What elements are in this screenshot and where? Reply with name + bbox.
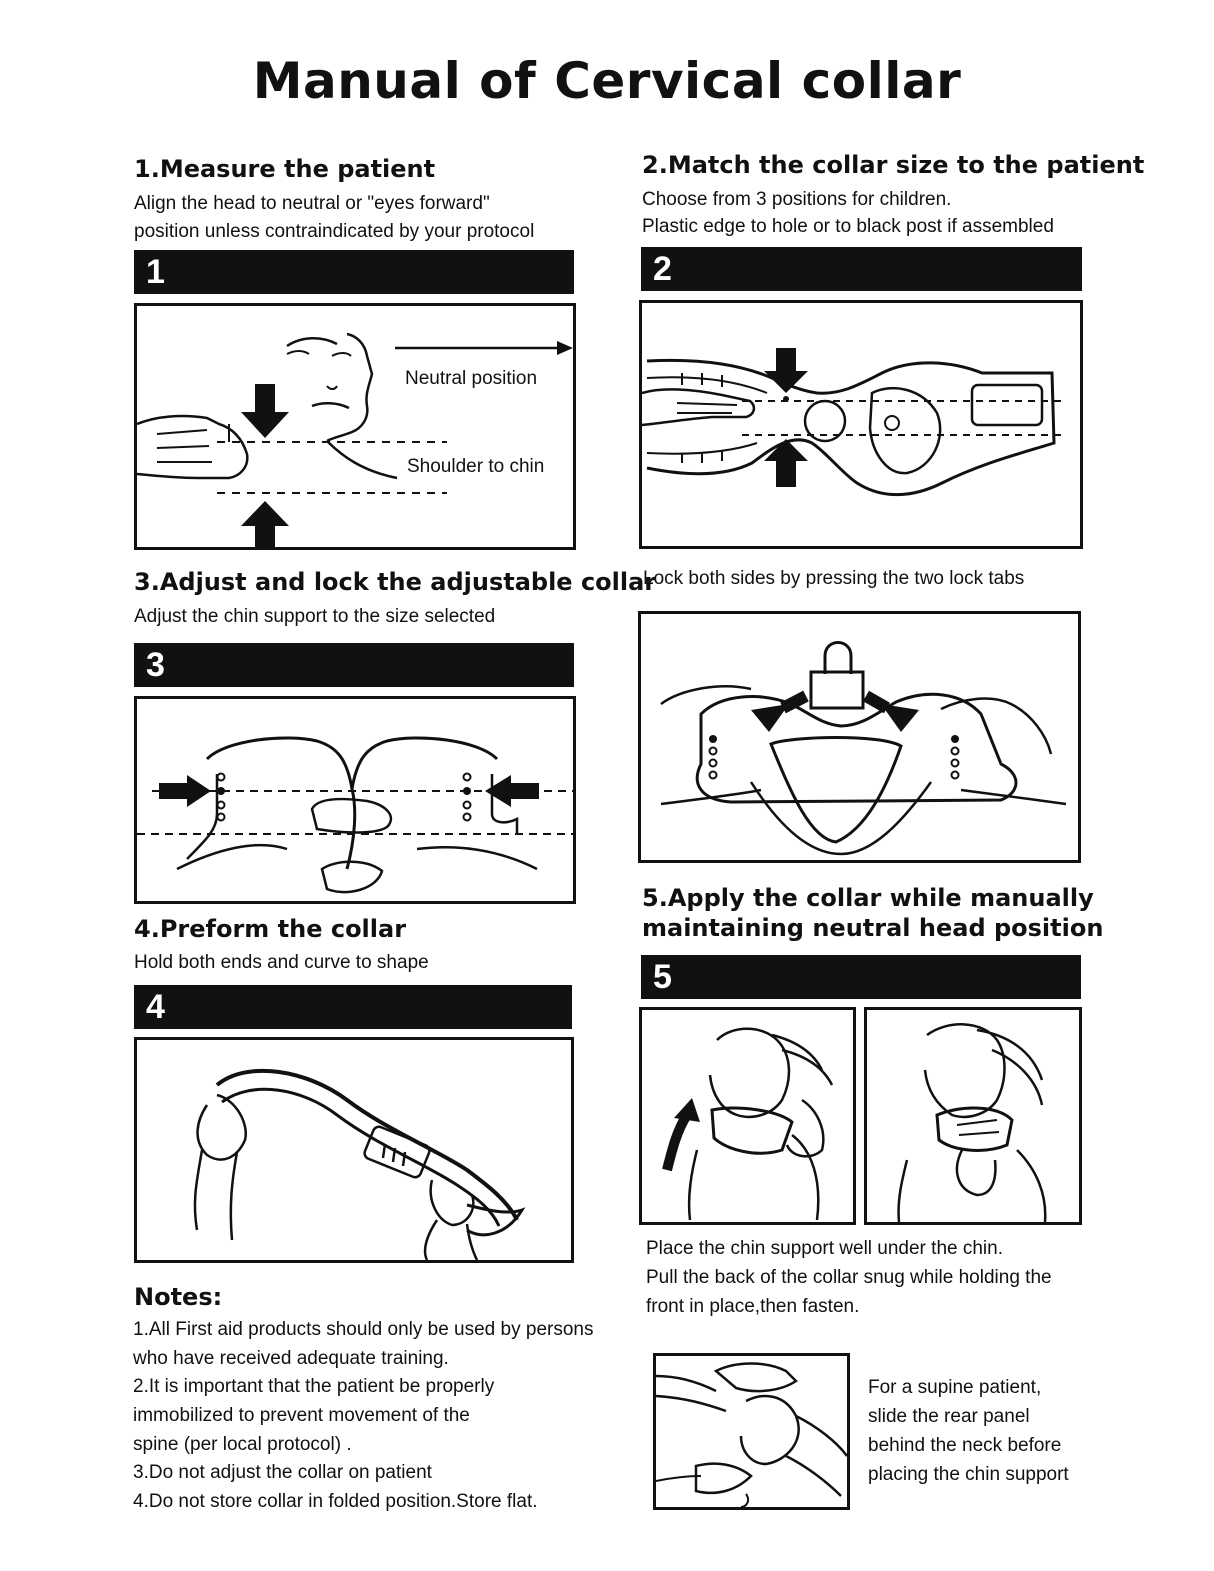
note-line-2: who have received adequate training. (133, 1348, 449, 1369)
step3-number-bar: 3 (134, 643, 574, 687)
step5-heading-2: maintaining neutral head position (642, 914, 1104, 942)
supine-illustration (653, 1353, 850, 1510)
step4-number-bar: 4 (134, 985, 572, 1029)
shoulder-to-chin-label: Shoulder to chin (407, 456, 545, 477)
supine-text-4: placing the chin support (868, 1464, 1069, 1485)
note-line-6: 3.Do not adjust the collar on patient (133, 1462, 432, 1483)
note-line-7: 4.Do not store collar in folded position.Store flat. (133, 1491, 538, 1512)
step3-text-1: Adjust the chin support to the size selected (134, 606, 496, 627)
step2-illustration (639, 300, 1083, 549)
step1-illustration (134, 303, 576, 550)
note-line-3: 2.It is important that the patient be properly (133, 1376, 495, 1397)
match-collar-size-drawing (642, 303, 1080, 546)
step1-text-1: Align the head to neutral or "eyes forward" (134, 193, 490, 214)
step5-illustration-b (864, 1007, 1082, 1225)
adjust-collar-drawing (137, 699, 573, 901)
step2-text-2: Plastic edge to hole or to black post if assembled (642, 216, 1054, 237)
note-line-5: spine (per local protocol) . (133, 1434, 352, 1455)
step2-heading: 2.Match the collar size to the patient (642, 151, 1145, 179)
step1-text-2: position unless contraindicated by your protocol (134, 221, 535, 242)
step5-illustration-a (639, 1007, 856, 1225)
step1-number-bar: 1 (134, 250, 574, 294)
step5-heading-1: 5.Apply the collar while manually (642, 884, 1094, 912)
supine-patient-drawing (656, 1356, 847, 1507)
lock-instruction: Lock both sides by pressing the two lock tabs (643, 568, 1025, 589)
step5-number-bar: 5 (641, 955, 1081, 999)
step3-illustration (134, 696, 576, 904)
supine-text-3: behind the neck before (868, 1435, 1062, 1456)
lock-tabs-drawing (641, 614, 1078, 860)
step2-text-1: Choose from 3 positions for children. (642, 189, 952, 210)
supine-text-1: For a supine patient, (868, 1377, 1042, 1398)
page-title: Manual of Cervical collar (252, 52, 962, 110)
step4-heading: 4.Preform the collar (134, 915, 407, 943)
supine-text-2: slide the rear panel (868, 1406, 1030, 1427)
step4-text-1: Hold both ends and curve to shape (134, 952, 429, 973)
step4-illustration (134, 1037, 574, 1263)
step5-caption-3: front in place,then fasten. (646, 1296, 860, 1317)
note-line-1: 1.All First aid products should only be used by persons (133, 1319, 594, 1340)
step5-caption-2: Pull the back of the collar snug while holding the (646, 1267, 1052, 1288)
step1-heading: 1.Measure the patient (134, 155, 436, 183)
neutral-position-label: Neutral position (405, 368, 538, 389)
apply-collar-fasten-drawing (867, 1010, 1079, 1222)
measure-patient-drawing (137, 306, 573, 547)
note-line-4: immobilized to prevent movement of the (133, 1405, 470, 1426)
step3-heading: 3.Adjust and lock the adjustable collar (134, 568, 657, 596)
notes-heading: Notes: (134, 1283, 223, 1311)
step5-caption-1: Place the chin support well under the chin. (646, 1238, 1003, 1259)
preform-collar-drawing (137, 1040, 571, 1260)
apply-collar-front-drawing (642, 1010, 853, 1222)
step2-number-bar: 2 (641, 247, 1082, 291)
lock-illustration (638, 611, 1081, 863)
